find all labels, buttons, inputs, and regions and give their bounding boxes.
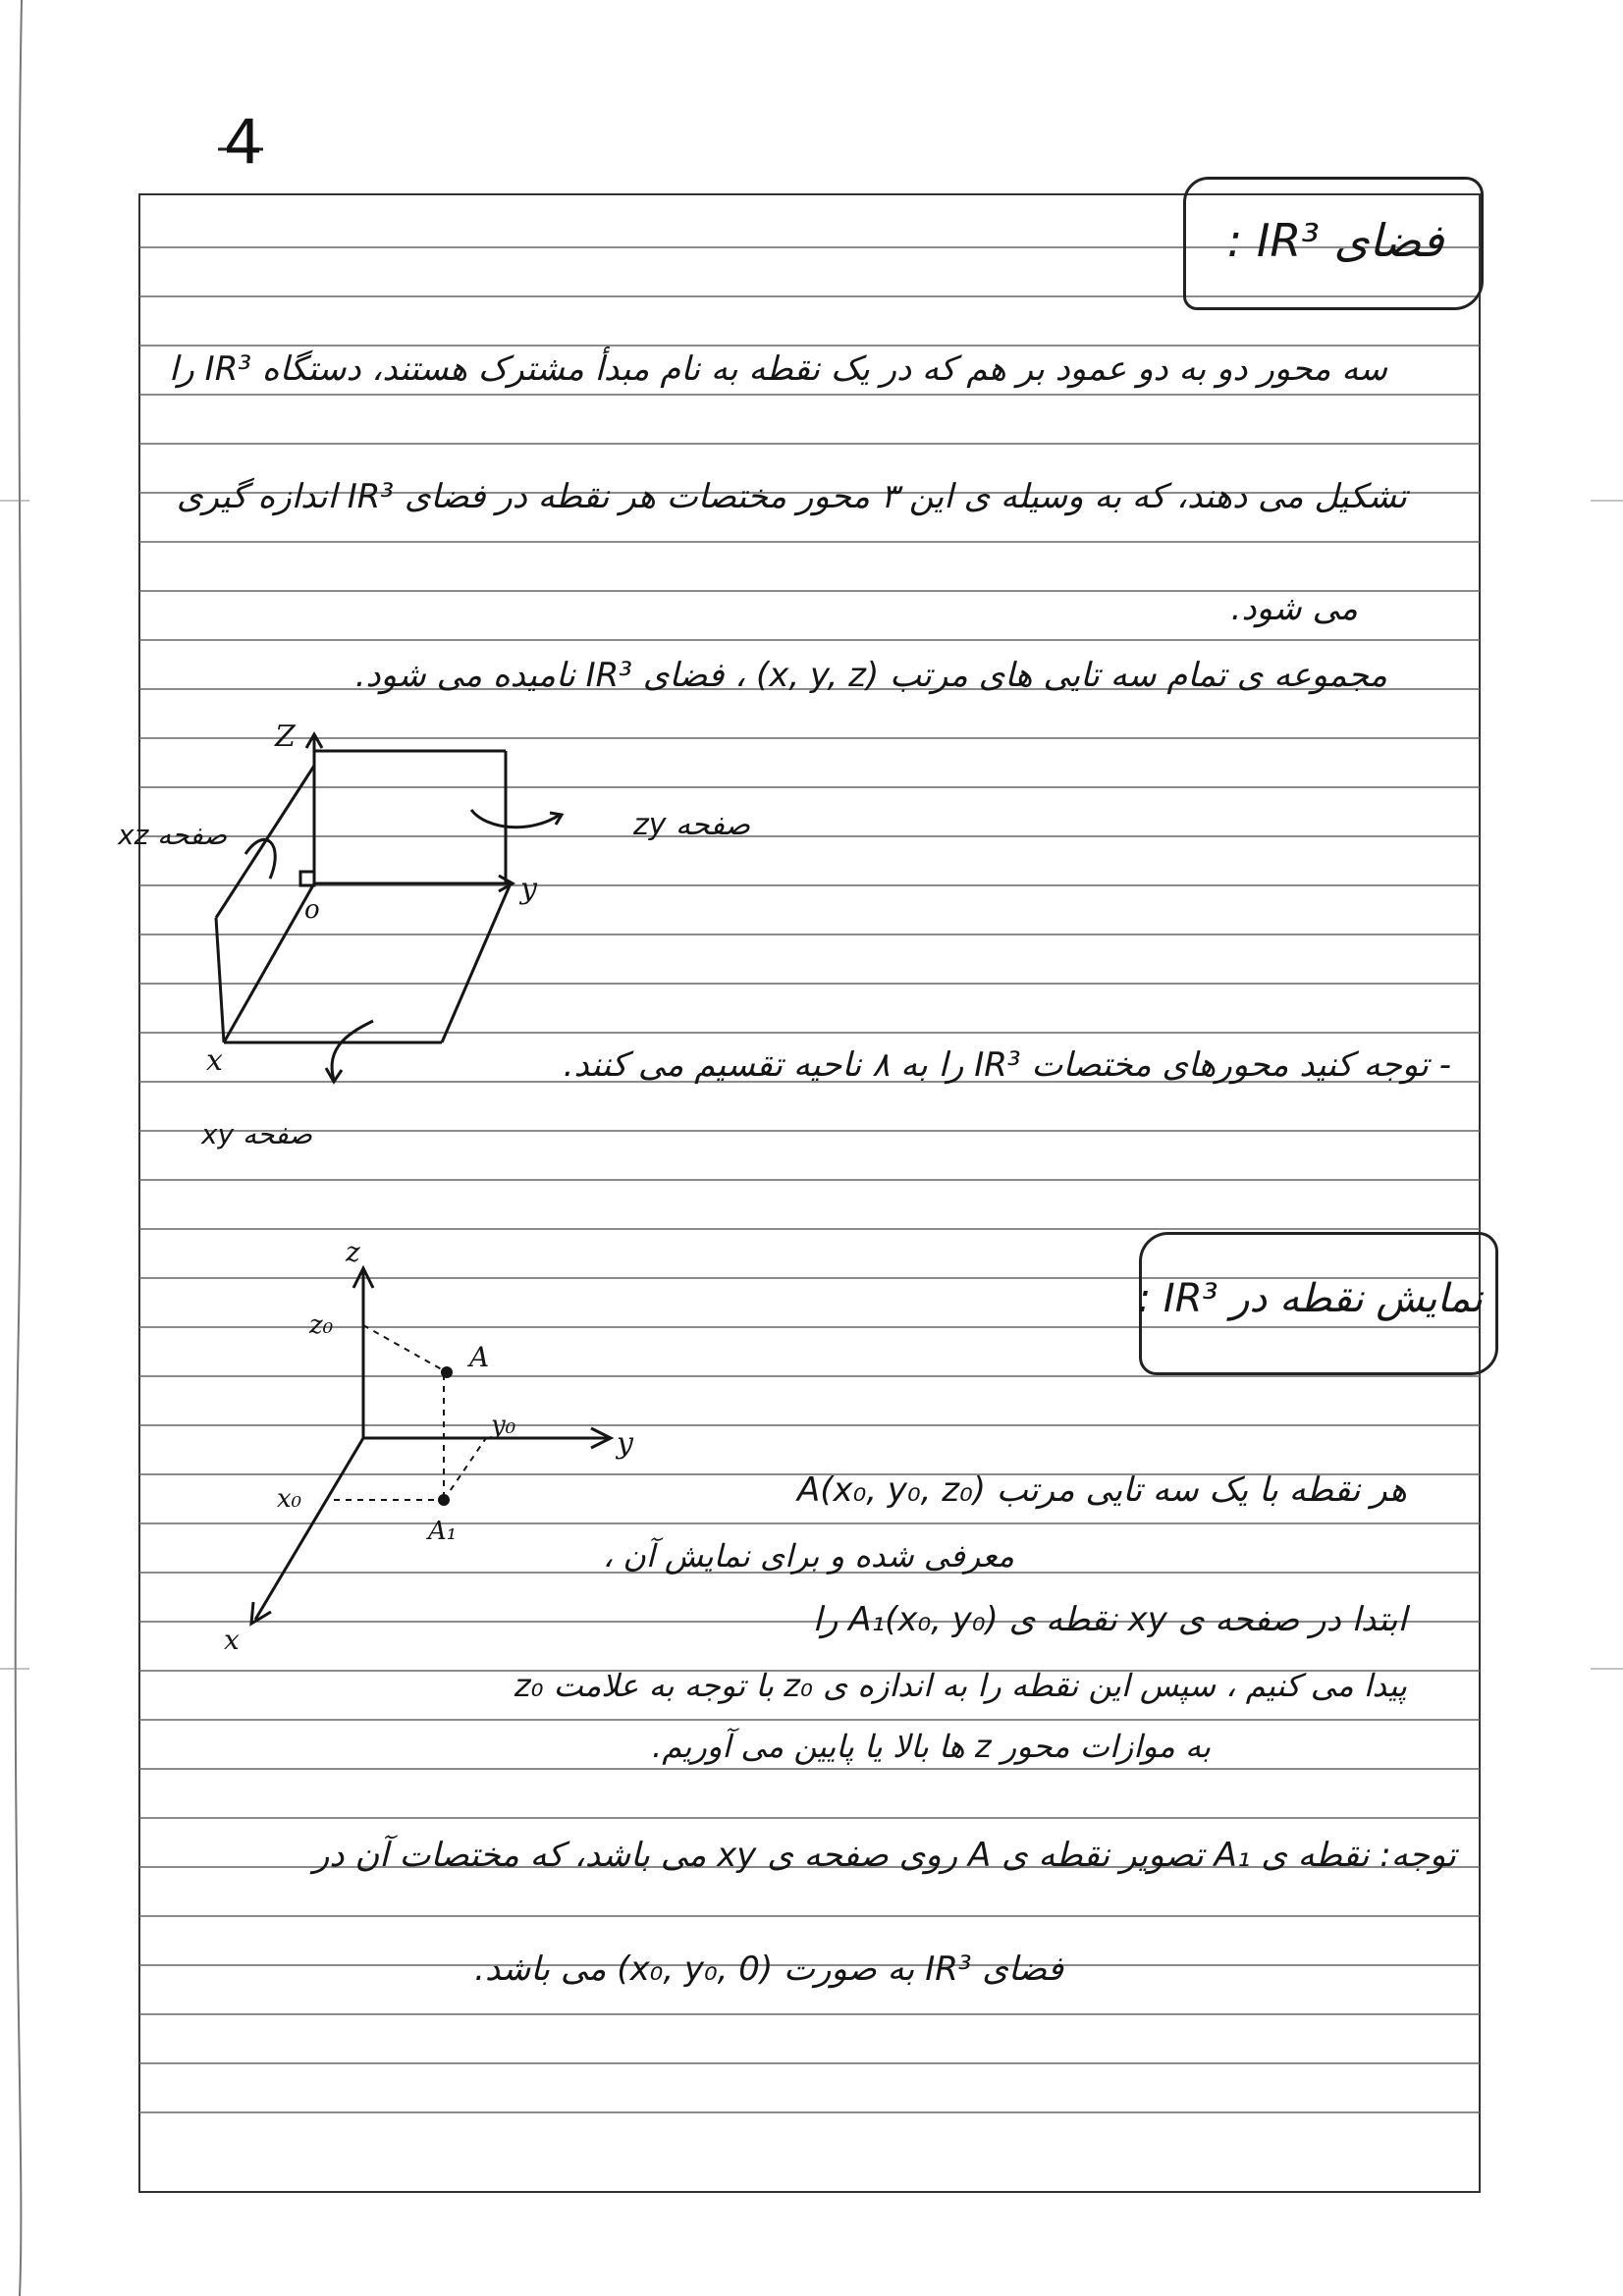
section-title: فضای IR³ : [1226,214,1444,267]
z0-label: z₀ [309,1310,334,1340]
text-line: فضای IR³ به صورت (x₀, y₀, 0) می باشد. [474,1949,1063,1989]
x0-label: x₀ [277,1484,302,1514]
axis-label-x: x [224,1624,240,1656]
x-axis [224,883,314,1042]
point-projection-diagram [196,1227,687,1679]
plane-label-zy: zy صفحه [633,808,751,842]
text-line: معرفی شده و برای نمایش آن ، [602,1537,1014,1575]
text-line: هر نقطه با یک سه تایی مرتب A(x₀, y₀, z₀) [796,1470,1407,1510]
section2-title: نمایش نقطه در IR³ : [1137,1276,1483,1321]
axis-label-y: y [617,1426,633,1461]
text-line: پیدا می کنیم ، سپس این نقطه را به اندازه ی z₀ با توجه به علامت z₀ [514,1667,1407,1704]
text-line: به موازات محور z ها بالا یا پایین می آوریم. [652,1728,1211,1765]
axis-label-z: z [346,1236,360,1268]
axis-label-x: x [206,1043,223,1078]
text-line: سه محور دو به دو عمود بر هم که در یک نقطه به نام مبدأ مشترک هستند، دستگاه IR³ را [168,349,1387,389]
text-line: می شود. [1230,589,1358,628]
x-axis [255,1438,363,1620]
axis-label-y: y [520,872,537,906]
plane-label-xy: xy صفحه [201,1118,313,1150]
axis-label-z: Z [275,720,296,754]
text-line: ابتدا در صفحه ی xy نقطه ی A₁(x₀, y₀) را [812,1600,1407,1639]
page-number: 4 [224,106,263,178]
point-A1-label: A₁ [428,1517,458,1546]
point-A-label: A [469,1341,490,1373]
text-line: مجموعه ی تمام سه تایی های مرتب (x, y, z) ، فضای IR³ نامیده می شود. [354,656,1387,695]
origin-label: o [304,895,320,925]
text-line: - توجه کنید محورهای مختصات IR³ را به ۸ ناحیه تقسیم می کنند. [563,1045,1451,1085]
y0-label: y₀ [491,1411,516,1440]
text-line: توجه: نقطه ی A₁ تصویر نقطه ی A روی صفحه ی xy می باشد، که مختصات آن در [312,1836,1456,1875]
text-line: تشکیل می دهند، که به وسیله ی این ۳ محور مختصات هر نقطه در فضای IR³ اندازه گیری [176,477,1407,516]
plane-label-xz: xz صفحه [118,819,228,851]
coordinate-axes-diagram [98,707,825,1158]
